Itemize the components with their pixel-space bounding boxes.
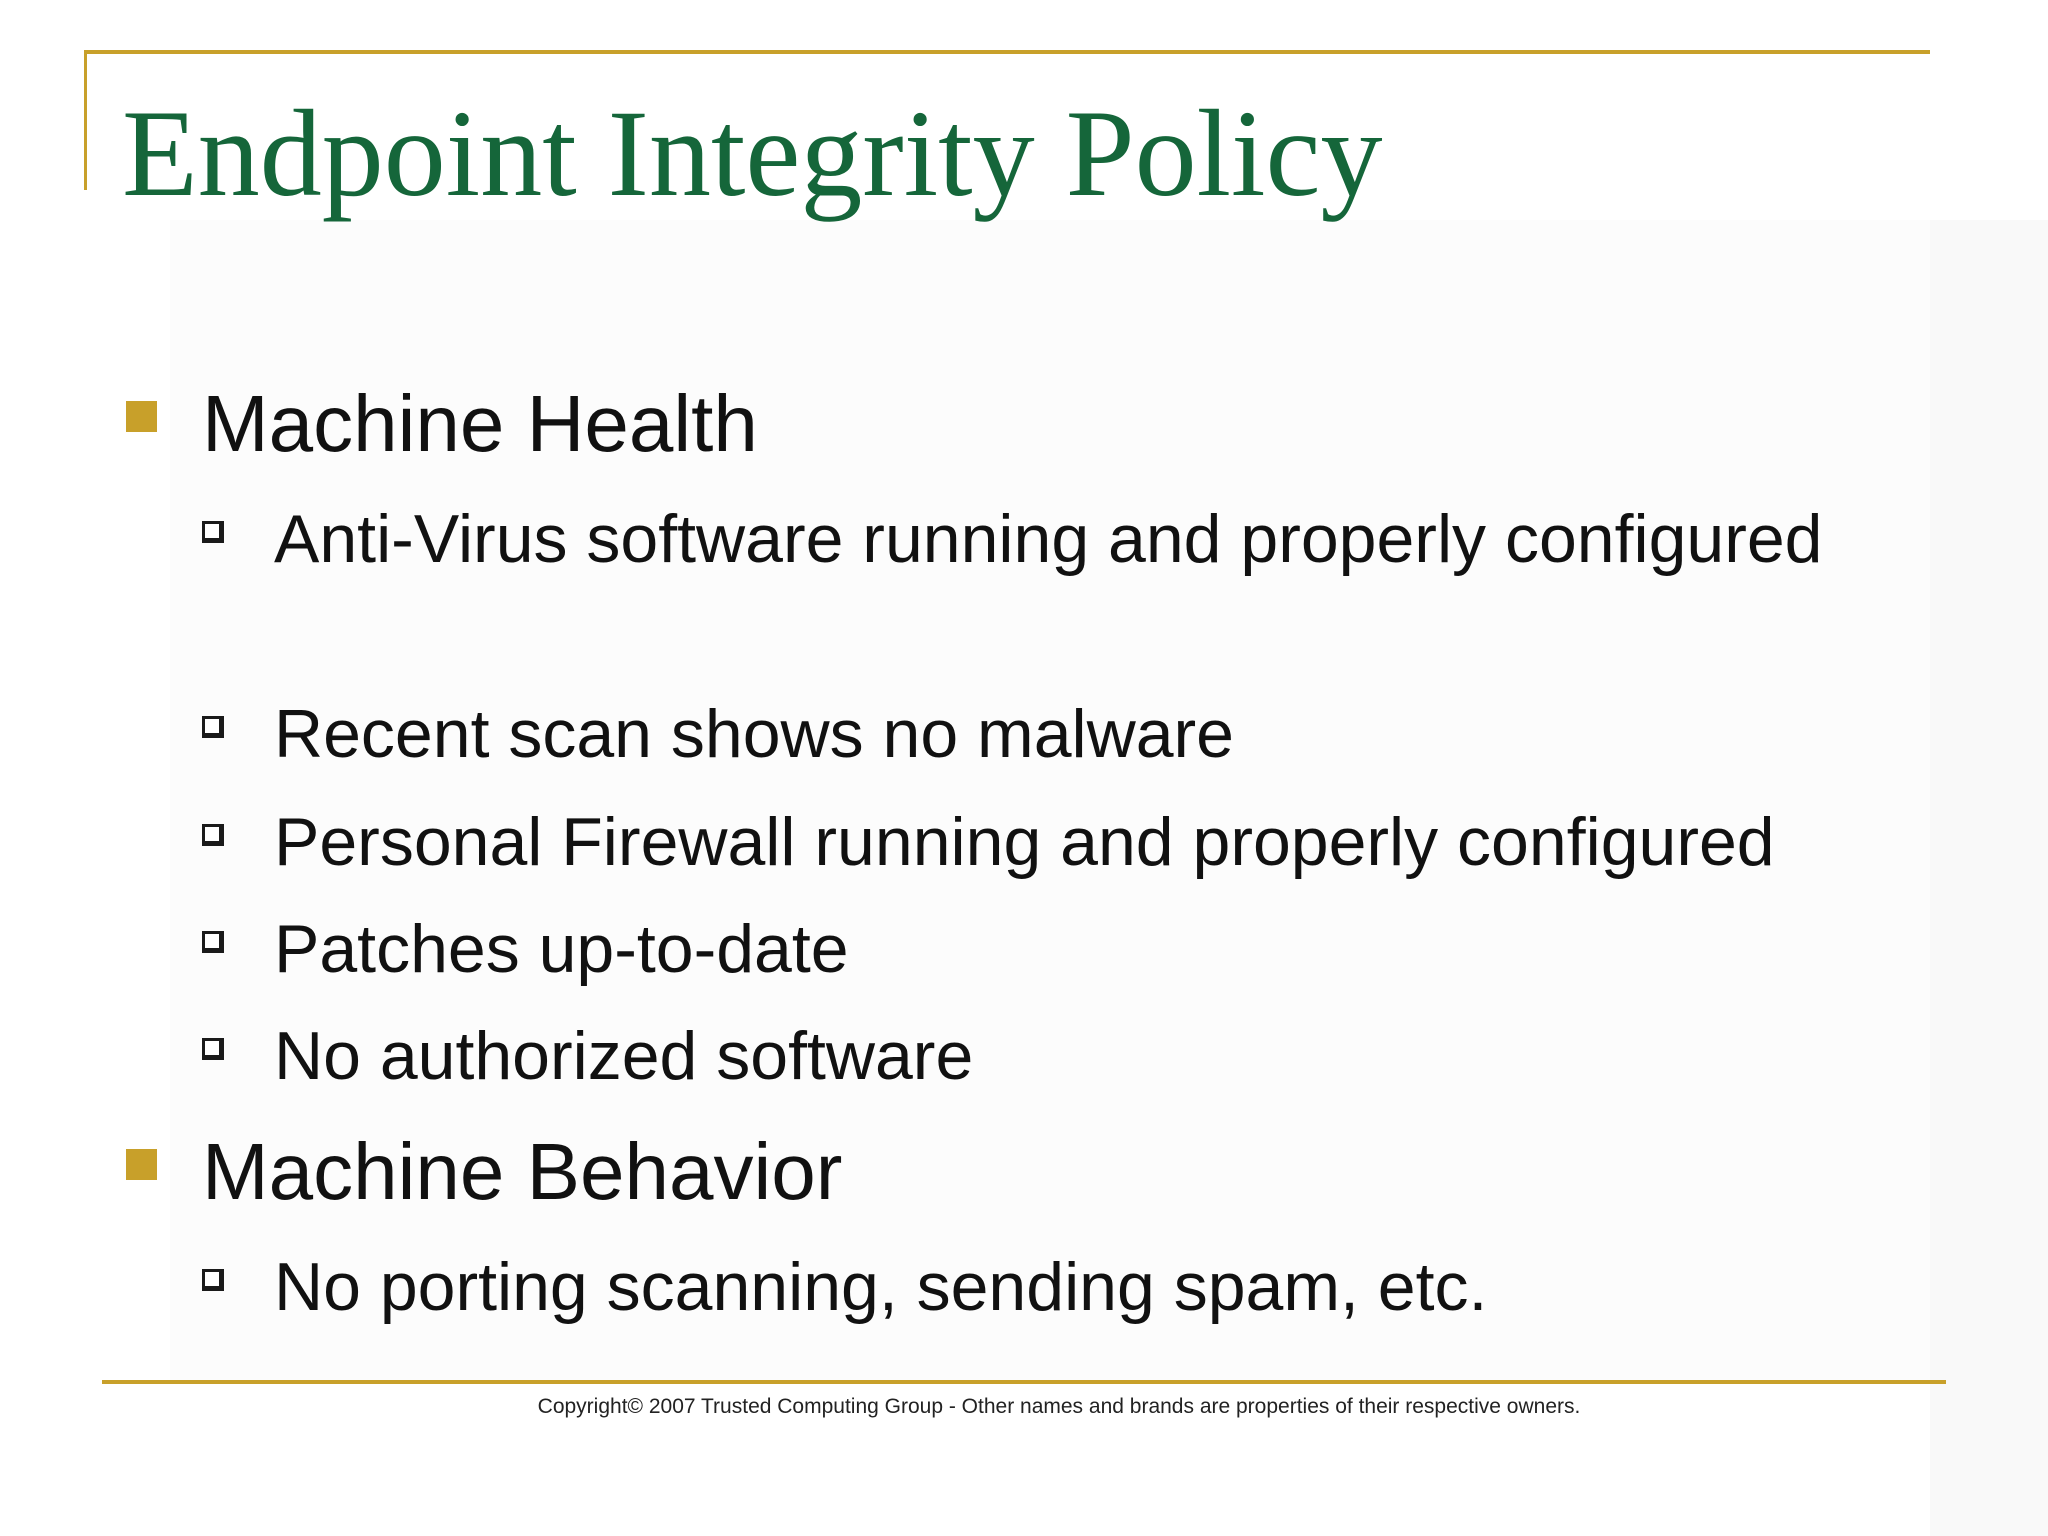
bottom-rule [102,1380,1946,1384]
hollow-square-icon [202,1269,224,1291]
sub-bullet-label: Personal Firewall running and properly configured [274,804,1775,880]
sub-bullet-label: No authorized software [274,1018,974,1094]
hollow-square-icon [202,824,224,846]
sub-bullet-label: Recent scan shows no malware [274,696,1235,772]
hollow-square-icon [202,521,224,543]
filled-square-icon [126,1149,157,1180]
hollow-square-icon [202,716,224,738]
hollow-square-icon [202,931,224,953]
filled-square-icon [126,401,157,432]
bullet-label: Machine Behavior [202,1127,843,1216]
left-rule [84,50,87,190]
bullet-label: Machine Health [202,379,758,468]
sub-bullet-label: No porting scanning, sending spam, etc. [274,1249,1488,1325]
sub-bullet-label: Anti-Virus software running and properly configured [274,501,1823,577]
sub-bullet-label: Patches up-to-date [274,911,849,987]
hollow-square-icon [202,1038,224,1060]
top-rule [84,50,1930,54]
copyright-footer: Copyright© 2007 Trusted Computing Group - Other names and brands are properties of their respective owners. [537,1395,1581,1418]
content-background-right [1930,220,2048,1536]
slide-title: Endpoint Integrity Policy [122,85,1383,222]
